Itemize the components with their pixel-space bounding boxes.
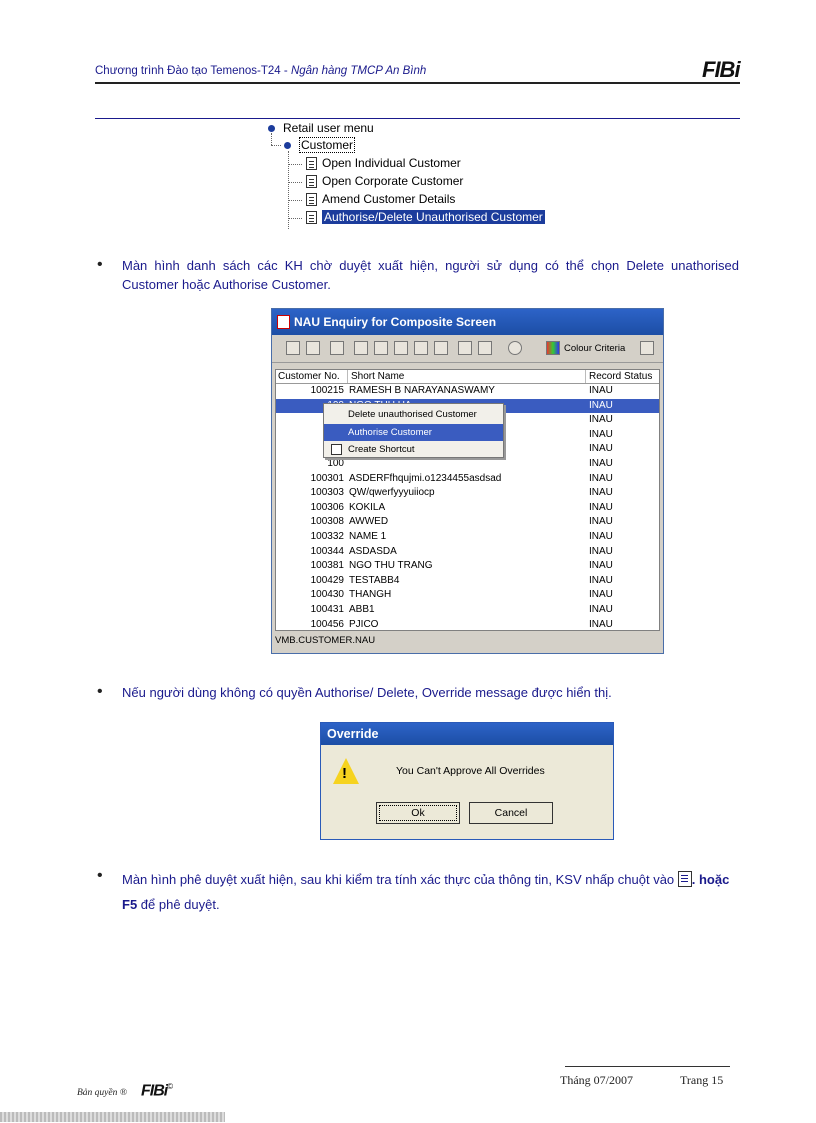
cell-customer-no: 100306 bbox=[310, 501, 344, 513]
cell-record-status: INAU bbox=[589, 618, 613, 630]
header-bank: Ngân hàng TMCP An Bình bbox=[290, 65, 427, 77]
footer-divider bbox=[565, 1066, 730, 1067]
tree-connector bbox=[271, 133, 272, 145]
cell-record-status: INAU bbox=[589, 545, 613, 557]
cell-record-status: INAU bbox=[589, 414, 613, 426]
tree-connector bbox=[288, 218, 302, 219]
tree-connector bbox=[288, 182, 302, 183]
column-customer-no[interactable]: Customer No. bbox=[278, 371, 340, 382]
table-row[interactable] bbox=[276, 515, 659, 530]
cell-short-name: PJICO bbox=[349, 618, 379, 630]
cell-short-name: RAMESH B NARAYANASWAMY bbox=[349, 385, 495, 396]
context-menu bbox=[323, 403, 504, 458]
table-row[interactable] bbox=[276, 574, 659, 589]
window-app-icon bbox=[277, 315, 290, 329]
cell-customer-no: 100431 bbox=[310, 603, 344, 615]
paragraph-1: Màn hình danh sách các KH chờ duyệt xuất hiện, người sử dụng có thể chọn Delete unathorised Customer hoặc Authorise Customer. bbox=[122, 258, 739, 292]
cell-record-status: INAU bbox=[589, 487, 613, 499]
cell-customer-no: 100381 bbox=[310, 560, 344, 572]
menu-delete-unauthorised[interactable]: Delete unauthorised Customer bbox=[348, 409, 477, 420]
table-row[interactable] bbox=[276, 501, 659, 516]
cell-record-status: INAU bbox=[589, 428, 613, 440]
table-row[interactable] bbox=[276, 486, 659, 501]
table-row[interactable] bbox=[276, 530, 659, 545]
header-title bbox=[95, 65, 426, 77]
cell-record-status: INAU bbox=[589, 530, 613, 542]
status-bar: VMB.CUSTOMER.NAU bbox=[275, 635, 376, 646]
colour-criteria-icon[interactable] bbox=[546, 341, 560, 355]
toolbar-new-icon[interactable] bbox=[286, 341, 300, 355]
footer-logo: FIBi© bbox=[141, 1082, 173, 1100]
colour-criteria-button[interactable]: Colour Criteria bbox=[564, 343, 626, 354]
cell-record-status: INAU bbox=[589, 399, 613, 411]
authorise-icon bbox=[678, 871, 692, 887]
tree-connector bbox=[288, 164, 302, 165]
toolbar-print-icon[interactable] bbox=[394, 341, 408, 355]
cell-short-name: NGO THU TRANG bbox=[349, 560, 433, 572]
cell-record-status: INAU bbox=[589, 560, 613, 572]
node-bullet-icon bbox=[284, 142, 291, 149]
override-dialog bbox=[320, 722, 614, 840]
menu-authorise-customer[interactable]: Authorise Customer bbox=[324, 424, 503, 441]
cancel-button[interactable]: Cancel bbox=[469, 802, 553, 824]
cell-record-status: INAU bbox=[589, 443, 613, 455]
tree-root[interactable]: Retail user menu bbox=[268, 119, 374, 137]
toolbar-properties-icon[interactable] bbox=[354, 341, 368, 355]
column-separator[interactable] bbox=[347, 370, 348, 383]
toolbar-refresh-icon[interactable] bbox=[330, 341, 344, 355]
cell-record-status: INAU bbox=[589, 589, 613, 601]
paragraph-3: Màn hình phê duyệt xuất hiện, sau khi kiểm tra tính xác thực của thông tin, KSV nhấp chuột vào . hoặc F5 để phê duyệt. bbox=[122, 872, 730, 912]
scan-bar bbox=[0, 1112, 225, 1122]
cell-customer-no: 100303 bbox=[310, 487, 344, 499]
cell-customer-no: 100430 bbox=[310, 589, 344, 601]
header-divider bbox=[95, 82, 740, 84]
cell-short-name: THANGH bbox=[349, 589, 392, 601]
cell-short-name: NAME 1 bbox=[349, 530, 387, 542]
column-short-name[interactable]: Short Name bbox=[351, 371, 405, 382]
dialog-title[interactable]: Override bbox=[321, 723, 613, 745]
column-separator[interactable] bbox=[585, 370, 586, 383]
cell-short-name: AWWED bbox=[349, 516, 389, 528]
toolbar-tools-icon[interactable] bbox=[640, 341, 654, 355]
cell-short-name: ASDASDA bbox=[349, 545, 397, 557]
copyright-text: Bản quyền ® bbox=[77, 1088, 127, 1098]
bullet-dot: • bbox=[97, 256, 103, 273]
tree-item-open-individual[interactable]: Open Individual Customer bbox=[306, 154, 461, 172]
page-number: Trang 15 bbox=[680, 1073, 724, 1087]
warning-mark: ! bbox=[342, 765, 347, 782]
menu-create-shortcut[interactable]: Create Shortcut bbox=[348, 444, 415, 455]
cell-short-name: ABB1 bbox=[349, 603, 375, 615]
cell-customer-no: 100332 bbox=[310, 530, 344, 542]
window-titlebar[interactable]: NAU Enquiry for Composite Screen bbox=[272, 309, 663, 335]
cell-short-name: ASDERFfhqujmi.o1234455asdsad bbox=[349, 472, 502, 484]
tree-connector bbox=[271, 145, 281, 146]
paragraph-2: Nếu người dùng không có quyền Authorise/ Delete, Override message được hiển thị. bbox=[122, 685, 612, 700]
table-row[interactable] bbox=[276, 559, 659, 574]
tree-item-amend-details[interactable]: Amend Customer Details bbox=[306, 190, 455, 208]
table-row[interactable] bbox=[276, 588, 659, 603]
ok-button[interactable]: Ok bbox=[376, 802, 460, 824]
toolbar-folder-icon[interactable] bbox=[374, 341, 388, 355]
tree-item-authorise-delete[interactable]: Authorise/Delete Unauthorised Customer bbox=[306, 208, 545, 226]
cell-customer-no: 100 bbox=[327, 457, 344, 469]
toolbar-grid-icon[interactable] bbox=[458, 341, 472, 355]
toolbar bbox=[272, 335, 663, 363]
tree-item-open-corporate[interactable]: Open Corporate Customer bbox=[306, 172, 463, 190]
toolbar-find-icon[interactable] bbox=[414, 341, 428, 355]
cell-short-name: QW/qwerfyyyuiiocp bbox=[349, 487, 435, 499]
document-icon bbox=[306, 157, 317, 170]
bullet-dot: • bbox=[97, 683, 103, 700]
cell-record-status: INAU bbox=[589, 603, 613, 615]
cell-short-name: KOKILA bbox=[349, 501, 386, 513]
footer-date: Tháng 07/2007 bbox=[560, 1073, 633, 1087]
column-record-status[interactable]: Record Status bbox=[589, 371, 653, 382]
grid-header bbox=[276, 370, 659, 384]
cell-record-status: INAU bbox=[589, 516, 613, 528]
retail-menu-tree bbox=[268, 119, 568, 231]
table-row[interactable] bbox=[276, 603, 659, 618]
node-bullet-icon bbox=[268, 125, 275, 132]
document-icon bbox=[306, 175, 317, 188]
cell-customer-no: 100215 bbox=[310, 385, 344, 396]
table-row[interactable] bbox=[276, 618, 659, 632]
cell-customer-no: 100344 bbox=[310, 545, 344, 557]
cell-record-status: INAU bbox=[589, 385, 613, 396]
tree-connector bbox=[288, 200, 302, 201]
table-row[interactable] bbox=[276, 384, 659, 399]
header-logo: FIBi bbox=[702, 57, 740, 82]
cell-record-status: INAU bbox=[589, 574, 613, 586]
header-course: Chương trình Đào tạo Temenos-T24 - bbox=[95, 65, 291, 77]
toolbar-columns-icon[interactable] bbox=[478, 341, 492, 355]
dialog-message: You Can't Approve All Overrides bbox=[396, 765, 545, 777]
table-row[interactable] bbox=[276, 472, 659, 487]
tree-group-customer[interactable]: Customer bbox=[284, 136, 355, 154]
table-row[interactable] bbox=[276, 457, 659, 472]
enquiry-window bbox=[271, 308, 664, 654]
bullet-dot: • bbox=[97, 867, 103, 884]
cell-customer-no: 100429 bbox=[310, 574, 344, 586]
table-row[interactable] bbox=[276, 545, 659, 560]
cell-short-name: TESTABB4 bbox=[349, 574, 400, 586]
cell-customer-no: 100456 bbox=[310, 618, 344, 630]
document-icon bbox=[306, 211, 317, 224]
cell-record-status: INAU bbox=[589, 501, 613, 513]
cell-record-status: INAU bbox=[589, 472, 613, 484]
toolbar-clock-icon[interactable] bbox=[508, 341, 522, 355]
cell-customer-no: 100301 bbox=[310, 472, 344, 484]
toolbar-copy-icon[interactable] bbox=[306, 341, 320, 355]
cell-record-status: INAU bbox=[589, 457, 613, 469]
document-icon bbox=[306, 193, 317, 206]
cell-customer-no: 100308 bbox=[310, 516, 344, 528]
toolbar-export-icon[interactable] bbox=[434, 341, 448, 355]
